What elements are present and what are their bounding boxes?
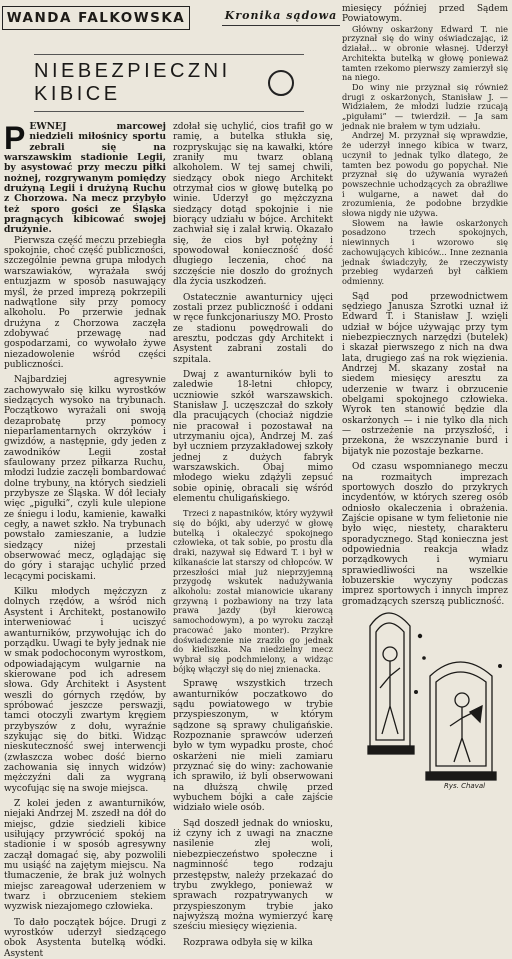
- paragraph: To dało początek bójce. Drugi z wyrostków uderzył siedzącego obok Asystenta butelką wódki. Asystent: [4, 917, 166, 959]
- paragraph: Najbardziej agresywnie zachowywało się kilku wyrostków siedzących wysoko na trybunach. Początkowo wyrażali oni swoją dezaprobatę przy pomocy nieparlamentarnych okrzyków i gwizdów, a następnie, gdy jeden z zawodników Legii został sfaulowany przez piłkarza Ruchu, młodzi ludzie zaczęli bombardować dolne trybuny, na których siedzieli przybysze ze Śląska. W dół leciały więc „pigułki”, czyli kule ulepione ze śniegu i lodu, kamienie, kawałki cegły, a nawet szkło. Na trybunach powstało zamieszanie, a ludzie siedzący niżej przestali obserwować mecz, oglądając się do góry i starając uchylić przed lecącymi pociskami.: [4, 375, 166, 582]
- paragraph: Z kolei jeden z awanturników, niejaki Andrzej M. zszedł na dół do miejsc, gdzie siedzieli kibice usiłujący przywrócić spokój na stadionie i w sposób agresywny zaczął domagać się, aby pozwolili mu usiąść na zajętym miejscu. Na tłumaczenie, że brak już wolnych miejsc zareagował uderzeniem w twarz i obrzuceniem stekiem wyzwisk niezajomego człowieka.: [4, 799, 166, 913]
- ball-ornament-icon: [268, 70, 294, 96]
- paragraph: Andrzej M. przyznał się wprawdzie, że uderzył innego kibica w twarz, uczynił to jednak tylko dlatego, że tamten bez powodu go popychał. Nie przyznał się do używania wyrażeń powszechnie uchodzących za obraźliwe i wulgarne, a nawet dał do zrozumienia, że podobne brzydkie słowa nigdy nie używa.: [342, 130, 508, 219]
- section-rubric: Kronika sądowa: [222, 9, 340, 26]
- paragraph: Ostatecznie awanturnicy ujęci zostali przez publiczność i oddani w ręce funkcjonariuszy MO. Prosto ze stadionu powędrowali do aresztu, podczas gdy Architekt i Asystent zabrani zostali do szpitala.: [173, 292, 333, 365]
- scattered-balls: [414, 634, 502, 694]
- lead-text: EWNEJ marcowej niedzieli miłośnicy sportu zebrali się na warszawskim stadionie Legii, by asystować przy meczu piłki nożnej, rozgrywanym pomiędzy drużyną Legii i drużyną Ruchu z Chorzowa. Na mecz przybyło też sporo gości ze Śląska pragnących kibicować swojej drużynie.: [4, 121, 166, 236]
- article-column-1: [4, 122, 166, 959]
- paragraph: zdołał się uchylić, cios trafił go w ramię, a butelka stłukła się, rozpryskując się na kawałki, które zraniły mu twarz oblaną alkoholem. W tej samej chwili, siedzący obok niego Architekt otrzymał cios w głowę butelką po winie. Uderzył go mężczyzna siedzący dotąd spokojnie i nie biorący udziału w bójce. Architekt zachwiał się i zalał krwią. Okazało się, że cios był potężny i spowodował konieczność dość długiego leczenia, choć na szczęście nie doszło do groźnych dla życia uszkodzeń.: [173, 122, 333, 288]
- paragraph: Kilku młodych mężczyzn z dolnych rzędów, a wśród nich Asystent i Architekt, postanowiło interweniować i uciszyć awanturników, przywołując ich do porządku. Uwagi te były jednak nie w smak podochoconym wyrostkom, odpowiadającym wulgarnie na skierowane pod ich adresem słowa. Gdy Architekt i Asystent weszli do górnych rzędów, by spróbować jeszcze perswazji, tamci otoczyli zwartym kręgiem przybyszów z dołu, wyraźnie szykując się do bitki. Widząc nieskuteczność swej interwencji (zwłaszcza wobec dość bierno zachowania się innych widzów) mężczyźni dali za wygraną wycofując się na swoje miejsca.: [4, 587, 166, 794]
- lead-paragraph: [4, 122, 166, 236]
- paragraph: Trzeci z napastników, który wyżywił się do bójki, aby uderzyć w głowę butelką i okaleczyć spokojnego człowieka, ot tak sobie, po prostu dla draki, nazywał się Edward T. i był w kilkanaście lat starszy od chłopców. W przeszłości miał już nieprzyjemną przygodę wskutek nadużywania alkoholu: został mianowicie ukarany grzywną i pozbawiony na trzy lata prawa jazdy (był kierowcą samochodowym), a po wyroku zaczął pracować jako monter). Przykre doświadczenie nie zraziło go jednak do kieliszka. Na niedzielny mecz wybrał się podchmielony, a widząc bójkę włączył się do niej znienacka.: [173, 508, 333, 674]
- illustration-credit: Rys. Chaval: [444, 782, 486, 790]
- left-booth-figure: [368, 613, 414, 754]
- paragraph: Od czasu wspomnianego meczu na rozmaitych imprezach sportowych doszło do przykrych incydentów, w których szereg osób odniosło okaleczenia i obrażenia. Zajście opisane w tym felietonie nie było więc, niestety, charakteru sporadycznego. Stąd konieczna jest odpowiednia reakcja władz porządkowych i wymiaru sprawiedliwości na wszelkie łobuzerskie wyczyny podczas imprez sportowych i innych imprez gromadzących szerszą publiczność.: [342, 462, 508, 607]
- drop-cap: P: [4, 120, 26, 156]
- author-name: WANDA FALKOWSKA: [6, 10, 186, 26]
- paragraph: Sąd doszedł jednak do wniosku, iż czyny ich z uwagi na znaczne nasilenie złej woli, niebezpieczeństwo społeczne i nagminność tego rodzaju przestępstw, należy przekazać do trybu zwykłego, ponieważ w sprawach rozpatrywanych w przyspieszonym trybie jako najwyższą można wymierzyć karę sześciu miesięcy więzienia.: [173, 818, 333, 933]
- paragraph: Sprawę wszystkich trzech awanturników poczatkowo do sądu powiatowego w trybie przyspieszonym, w którym sądzone są sprawy chuligańskie. Rozpoznanie sprawców uderzeń było w tym wypadku proste, choć oskarżeni nie mieli zamiaru przyznać się do winy: zachowanie ich sprawiło, iż byli obserwowani na dłuższą chwilę przed wybuchem bójki a całe zajście widziało wiele osób.: [173, 679, 333, 814]
- article-column-3: [342, 4, 508, 607]
- right-booth-figure: [426, 662, 496, 780]
- paragraph: Pierwsza część meczu przebiegła spokojnie, choć część publiczności, szczególnie pewna grupa młodych warszawiaków, wyrażała swój entuzjazm w sposób nasuwający myśl, że przed imprezą pokrzepili nadwątlone siły przy pomocy alkoholu. Po przerwie jednak drużyna z Chorzowa zaczęła zdobywać przewagę nad gospodarzami, co wywołało żywe niezadowolenie wśród części publiczności.: [4, 235, 166, 370]
- paragraph: Słowem na ławie oskarżonych posadzono trzech spokojnych, niewinnych i wzorowo się zachowujących kibiców... Inne zeznania jednak świadczyły, że rzeczywisty przebieg wydarzeń był całkiem odmienny.: [342, 217, 508, 286]
- article-column-2: [173, 122, 333, 948]
- author-byline: [2, 6, 190, 30]
- headline-text: NIEBEZPIECZNI KIBICE: [34, 60, 231, 105]
- paragraph: Do winy nie przyznał się również drugi z oskarżonych, Stanisław J. — Widziałem, że młodzi ludzie rzucają „pigułami” — twierdził. — Ja sam jednak nie brałem w tym udziału.: [342, 81, 508, 131]
- cartoon-illustration: [364, 596, 504, 782]
- paragraph: Rozprawa odbyła się w kilka: [183, 937, 313, 948]
- paragraph: Główny oskarżony Edward T. nie przyznał się do winy oświadczając, iż działał... w obronie własnej. Uderzył Architekta butelką w głowę ponieważ tamten rzekomo pierwszy zamierzył się na niego.: [342, 23, 508, 83]
- paragraph: Sąd pod przewodnictwem sędziego Janusza Szrotki uznał iż Edward T. i Stanisław J. wzięli udział w bójce używając przy tym niebezpiecznych narzędzi (butelek) i skazał pierwszego z nich na dwa lata, drugiego zaś na rok więzienia. Andrzej M. skazany został na siedem miesięcy aresztu za uderzenie w twarz i obrzucenie obelgami spokojnego człowieka. Wyrok ten stanowić będzie dla oskarżonych — i nie tylko dla nich — ostrzeżenie na przyszłość, i przekona, że wszczynanie burd i bijatyk nie pozostaje bezkarne.: [342, 291, 508, 457]
- paragraph: miesięcy później przed Sądem Powiatowym.: [342, 4, 508, 25]
- headline: [34, 58, 280, 108]
- paragraph: Dwaj z awanturników byli to zaledwie 18-letni chłopcy, uczniowie szkół warszawskich. Stanisław J. uczęszczał do szkoły dla pracujących (chociaż nigdzie nie pracował i pozostawał na utrzymaniu ojca), Andrzej M. zaś był uczniem przyzakładowej szkoły jednej z dużych fabryk warszawskich. Obaj mimo młodego wieku zdążyli zepsuć sobie opinię, obracali się wśród elementu chuligańskiego.: [173, 369, 333, 505]
